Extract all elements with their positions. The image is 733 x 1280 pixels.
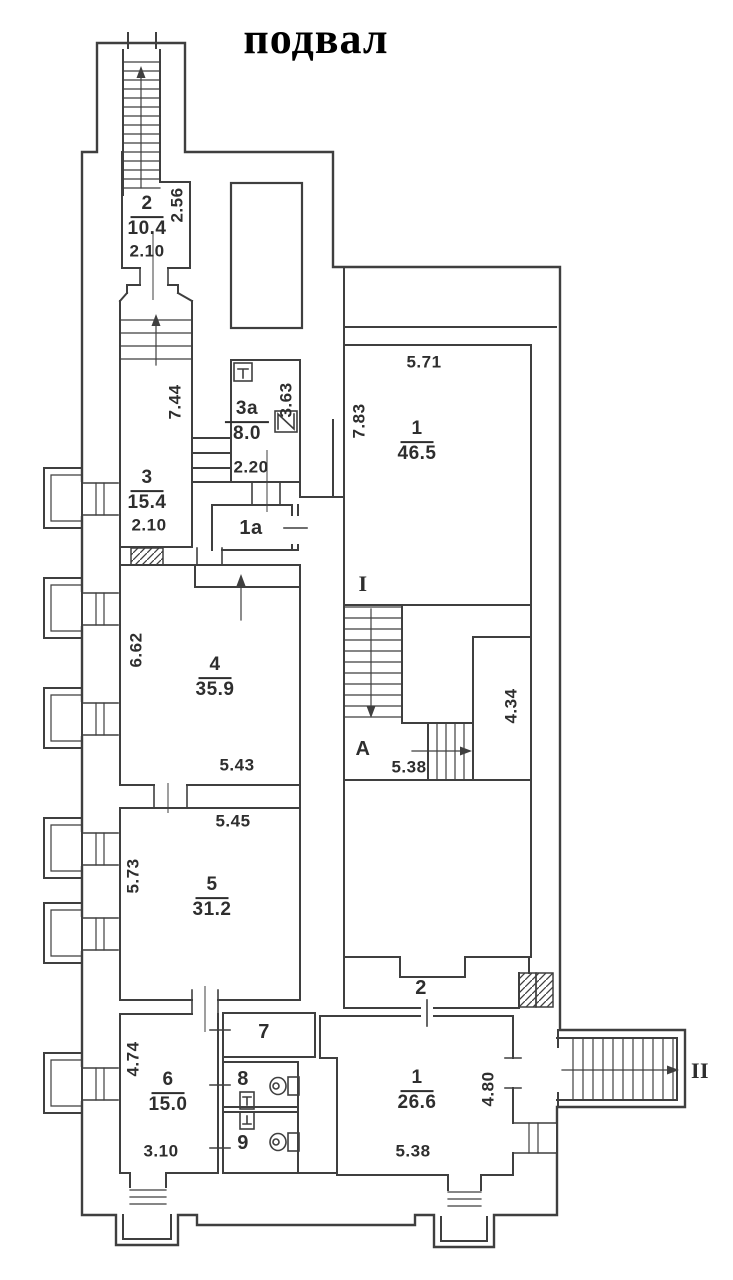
entrance-mark-1: I: [358, 570, 368, 596]
room-area: 46.5: [397, 443, 437, 464]
arrow-down-icon: [367, 706, 376, 718]
room-3-label: [128, 468, 167, 514]
plan-title: подвал: [243, 13, 389, 63]
room-number: 5: [195, 875, 228, 899]
dim-room6-width: 3.10: [143, 1141, 179, 1161]
room-8-label: 8: [237, 1068, 249, 1090]
dim-room1-top-width: 5.71: [406, 352, 442, 372]
room-3a-label: [225, 399, 269, 445]
dim-room4-width: 5.43: [219, 755, 255, 775]
dim-room3a-width: 2.20: [233, 457, 269, 477]
sink-icon: [240, 1112, 254, 1129]
room-number: 2: [130, 194, 163, 218]
room-area: 8.0: [233, 423, 261, 444]
room-number: 1: [400, 1068, 433, 1092]
room-number: 3а: [225, 399, 269, 423]
dim-room5-width: 5.45: [215, 811, 251, 831]
dim-room1-bottom-height: 4.80: [478, 1071, 498, 1107]
dim-room3-width: 2.10: [131, 515, 167, 535]
room-4-label: [196, 655, 235, 701]
room-area: 26.6: [397, 1092, 437, 1113]
room-number: 6: [151, 1070, 184, 1094]
dim-stair-shaft-height: 4.34: [501, 688, 521, 724]
room-7-label: 7: [258, 1021, 270, 1043]
toilet-icon: [270, 1077, 299, 1095]
entrance-mark-2: II: [690, 1057, 710, 1083]
dim-room5-height: 5.73: [123, 858, 143, 894]
room-6-label: [149, 1070, 188, 1116]
arrow-up-icon: [137, 66, 146, 78]
arrow-up-icon: [237, 574, 246, 586]
room-area: 15.4: [127, 492, 167, 513]
room-area: 35.9: [195, 679, 235, 700]
dim-room6-height: 4.74: [123, 1041, 143, 1077]
stair-treads: [120, 62, 673, 1206]
dim-room3-height: 7.44: [165, 384, 185, 420]
dim-room4-height: 6.62: [126, 632, 146, 668]
room-2-label: [128, 194, 167, 240]
room-number: 4: [198, 655, 231, 679]
room-area: 31.2: [192, 899, 232, 920]
room-1-bottom-label: [398, 1068, 437, 1114]
room-1a-label: 1а: [239, 517, 263, 539]
corridor-2-label: 2: [415, 977, 427, 999]
room-area: 15.0: [148, 1094, 188, 1115]
outer-walls: [82, 43, 685, 1247]
dim-room2-height: 2.56: [167, 187, 187, 223]
hatched-chimney-blocks: [131, 548, 553, 1007]
dim-room1-top-height: 7.83: [349, 403, 369, 439]
window-masks: [80, 482, 556, 1152]
room-area: 10.4: [127, 218, 167, 239]
dim-room1-bottom-width: 5.38: [395, 1141, 431, 1161]
sink-icon: [234, 363, 252, 381]
dim-room3a-height: 3.63: [276, 382, 296, 418]
stair-direction-arrows: [137, 66, 680, 1075]
room-5-label: [193, 875, 232, 921]
toilet-icon: [270, 1133, 299, 1151]
room-number: 3: [130, 468, 163, 492]
dim-room2-width: 2.10: [129, 241, 165, 261]
room-number: 1: [400, 419, 433, 443]
arrow-right-icon: [460, 747, 472, 756]
stair-letter: А: [355, 738, 371, 760]
ventilation-shaft: [231, 183, 302, 328]
room-1-top-label: [398, 419, 437, 465]
room-9-label: 9: [237, 1132, 249, 1154]
dim-stair-hall-width: 5.38: [391, 757, 427, 777]
